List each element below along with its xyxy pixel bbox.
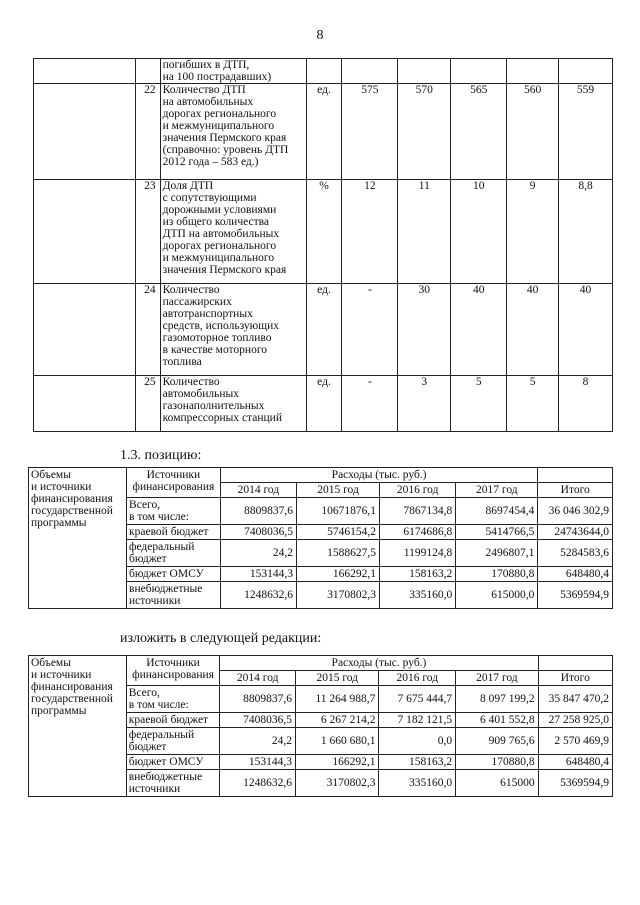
empty-cell bbox=[34, 376, 136, 432]
sources-header: Источники финансирования bbox=[126, 656, 220, 686]
row-number: 22 bbox=[135, 84, 160, 180]
amount-value: 335160,0 bbox=[380, 582, 456, 609]
year-header: Итого bbox=[538, 483, 613, 498]
indicator-row bbox=[34, 59, 613, 84]
empty-cell bbox=[538, 468, 613, 483]
amount-value: 615000,0 bbox=[456, 582, 538, 609]
amount-value: 170880,8 bbox=[456, 755, 538, 770]
amount-value: 10671876,1 bbox=[297, 498, 380, 525]
amount-value: 5746154,2 bbox=[297, 525, 380, 540]
indicator-value: 560 bbox=[507, 84, 559, 180]
amount-value: 3170802,3 bbox=[297, 582, 380, 609]
source-name: внебюджетные источники bbox=[126, 770, 220, 797]
header-row bbox=[29, 656, 613, 671]
expenses-header: Расходы (тыс. руб.) bbox=[220, 468, 538, 483]
amount-value: 7408036,5 bbox=[220, 713, 296, 728]
year-header: 2016 год bbox=[380, 483, 456, 498]
indicator-row bbox=[34, 180, 613, 284]
indicator-value bbox=[398, 59, 451, 84]
indicator-value: 559 bbox=[559, 84, 613, 180]
amount-value: 8809837,6 bbox=[220, 686, 296, 713]
amount-value: 3170802,3 bbox=[296, 770, 379, 797]
indicator-value: 9 bbox=[507, 180, 559, 284]
source-name: Всего, в том числе: bbox=[127, 498, 221, 525]
amount-value: 6 267 214,2 bbox=[296, 713, 379, 728]
financing-table-new bbox=[28, 655, 613, 797]
amount-value: 648480,4 bbox=[538, 755, 612, 770]
row-number: 23 bbox=[135, 180, 160, 284]
indicator-value: 8 bbox=[559, 376, 613, 432]
program-financing-label: Объемы и источники финансирования государственной программы bbox=[29, 468, 127, 609]
amount-value: 153144,3 bbox=[220, 567, 296, 582]
amount-value: 6174686,8 bbox=[380, 525, 456, 540]
amount-value: 1 660 680,1 bbox=[296, 728, 379, 755]
indicator-unit: ед. bbox=[306, 84, 342, 180]
amount-value: 158163,2 bbox=[379, 755, 456, 770]
year-header: Итого bbox=[538, 671, 612, 686]
amount-value: 2496807,1 bbox=[456, 540, 538, 567]
indicator-value: 40 bbox=[559, 284, 613, 376]
amount-value: 1588627,5 bbox=[297, 540, 380, 567]
indicator-value: - bbox=[342, 376, 398, 432]
amount-value: 7408036,5 bbox=[220, 525, 296, 540]
indicator-unit: ед. bbox=[306, 376, 342, 432]
indicator-value: 40 bbox=[507, 284, 559, 376]
year-header: 2015 год bbox=[297, 483, 380, 498]
source-name: бюджет ОМСУ bbox=[127, 567, 221, 582]
indicators-table bbox=[33, 58, 613, 432]
empty-cell bbox=[34, 284, 136, 376]
amount-value: 27 258 925,0 bbox=[538, 713, 612, 728]
amount-value: 5369594,9 bbox=[538, 770, 612, 797]
page-number: 8 bbox=[316, 28, 324, 43]
amount-value: 8809837,6 bbox=[220, 498, 296, 525]
year-header: 2017 год bbox=[456, 483, 538, 498]
indicator-name: Количество ДТП на автомобильных дорогах регионального и межмуниципального значения Пермского края (справочно: уровень ДТП 2012 года – 583 ед.) bbox=[160, 84, 306, 180]
year-header: 2014 год bbox=[220, 483, 296, 498]
indicator-row bbox=[34, 84, 613, 180]
amount-value: 6 401 552,8 bbox=[456, 713, 538, 728]
amount-value: 5414766,5 bbox=[456, 525, 538, 540]
caption-new-edition: изложить в следующей редакции: bbox=[120, 631, 322, 646]
amount-value: 1248632,6 bbox=[220, 770, 296, 797]
amount-value: 36 046 302,9 bbox=[538, 498, 613, 525]
year-header: 2017 год bbox=[456, 671, 538, 686]
sources-header: Источники финансирования bbox=[127, 468, 221, 498]
row-number bbox=[135, 59, 160, 84]
indicator-value: 3 bbox=[398, 376, 451, 432]
amount-value: 7867134,8 bbox=[380, 498, 456, 525]
indicator-value bbox=[342, 59, 398, 84]
indicator-unit bbox=[306, 59, 342, 84]
indicator-row bbox=[34, 284, 613, 376]
indicator-name: погибших в ДТП, на 100 пострадавших) bbox=[160, 59, 306, 84]
row-number: 25 bbox=[135, 376, 160, 432]
amount-value: 24743644,0 bbox=[538, 525, 613, 540]
indicator-value: 40 bbox=[451, 284, 507, 376]
amount-value: 8697454,4 bbox=[456, 498, 538, 525]
indicator-name: Количество пассажирских автотранспортных средств, использующих газомоторное топливо в качестве моторного топлива bbox=[160, 284, 306, 376]
source-name: краевой бюджет bbox=[126, 713, 220, 728]
amount-value: 166292,1 bbox=[296, 755, 379, 770]
header-row bbox=[29, 468, 613, 483]
amount-value: 5369594,9 bbox=[538, 582, 613, 609]
amount-value: 1248632,6 bbox=[220, 582, 296, 609]
indicator-row bbox=[34, 376, 613, 432]
amount-value: 335160,0 bbox=[379, 770, 456, 797]
amount-value: 158163,2 bbox=[380, 567, 456, 582]
indicator-value bbox=[451, 59, 507, 84]
expenses-header: Расходы (тыс. руб.) bbox=[220, 656, 538, 671]
amount-value: 615000 bbox=[456, 770, 538, 797]
source-name: бюджет ОМСУ bbox=[126, 755, 220, 770]
empty-cell bbox=[538, 656, 612, 671]
empty-cell bbox=[34, 180, 136, 284]
indicator-value: 565 bbox=[451, 84, 507, 180]
indicator-unit: ед. bbox=[306, 284, 342, 376]
amount-value: 1199124,8 bbox=[380, 540, 456, 567]
amount-value: 2 570 469,9 bbox=[538, 728, 612, 755]
amount-value: 35 847 470,2 bbox=[538, 686, 612, 713]
amount-value: 909 765,6 bbox=[456, 728, 538, 755]
indicator-value: 575 bbox=[342, 84, 398, 180]
indicator-value: - bbox=[342, 284, 398, 376]
indicator-value: 10 bbox=[451, 180, 507, 284]
caption-position: 1.3. позицию: bbox=[120, 448, 202, 463]
program-financing-label: Объемы и источники финансирования государственной программы bbox=[29, 656, 127, 797]
amount-value: 24,2 bbox=[220, 728, 296, 755]
source-name: Всего, в том числе: bbox=[126, 686, 220, 713]
year-header: 2015 год bbox=[296, 671, 379, 686]
indicator-value: 570 bbox=[398, 84, 451, 180]
source-name: краевой бюджет bbox=[127, 525, 221, 540]
amount-value: 7 675 444,7 bbox=[379, 686, 456, 713]
indicator-value: 12 bbox=[342, 180, 398, 284]
amount-value: 0,0 bbox=[379, 728, 456, 755]
indicator-value: 11 bbox=[398, 180, 451, 284]
indicator-value: 5 bbox=[451, 376, 507, 432]
indicator-value: 5 bbox=[507, 376, 559, 432]
indicator-value bbox=[559, 59, 613, 84]
indicator-value: 30 bbox=[398, 284, 451, 376]
empty-cell bbox=[34, 59, 136, 84]
amount-value: 5284583,6 bbox=[538, 540, 613, 567]
amount-value: 153144,3 bbox=[220, 755, 296, 770]
amount-value: 7 182 121,5 bbox=[379, 713, 456, 728]
indicator-name: Количество автомобильных газонаполнительных компрессорных станций bbox=[160, 376, 306, 432]
amount-value: 166292,1 bbox=[297, 567, 380, 582]
financing-table-old bbox=[28, 467, 613, 609]
source-name: внебюджетные источники bbox=[127, 582, 221, 609]
row-number: 24 bbox=[135, 284, 160, 376]
amount-value: 8 097 199,2 bbox=[456, 686, 538, 713]
source-name: федеральный бюджет bbox=[126, 728, 220, 755]
indicator-name: Доля ДТП с сопутствующими дорожными условиями из общего количества ДТП на автомобильных дорогах регионального и межмуниципального значения Пермского края bbox=[160, 180, 306, 284]
empty-cell bbox=[34, 84, 136, 180]
amount-value: 24,2 bbox=[220, 540, 296, 567]
amount-value: 648480,4 bbox=[538, 567, 613, 582]
indicator-value bbox=[507, 59, 559, 84]
year-header: 2016 год bbox=[379, 671, 456, 686]
source-name: федеральный бюджет bbox=[127, 540, 221, 567]
year-header: 2014 год bbox=[220, 671, 296, 686]
indicator-value: 8,8 bbox=[559, 180, 613, 284]
amount-value: 11 264 988,7 bbox=[296, 686, 379, 713]
indicator-unit: % bbox=[306, 180, 342, 284]
amount-value: 170880,8 bbox=[456, 567, 538, 582]
